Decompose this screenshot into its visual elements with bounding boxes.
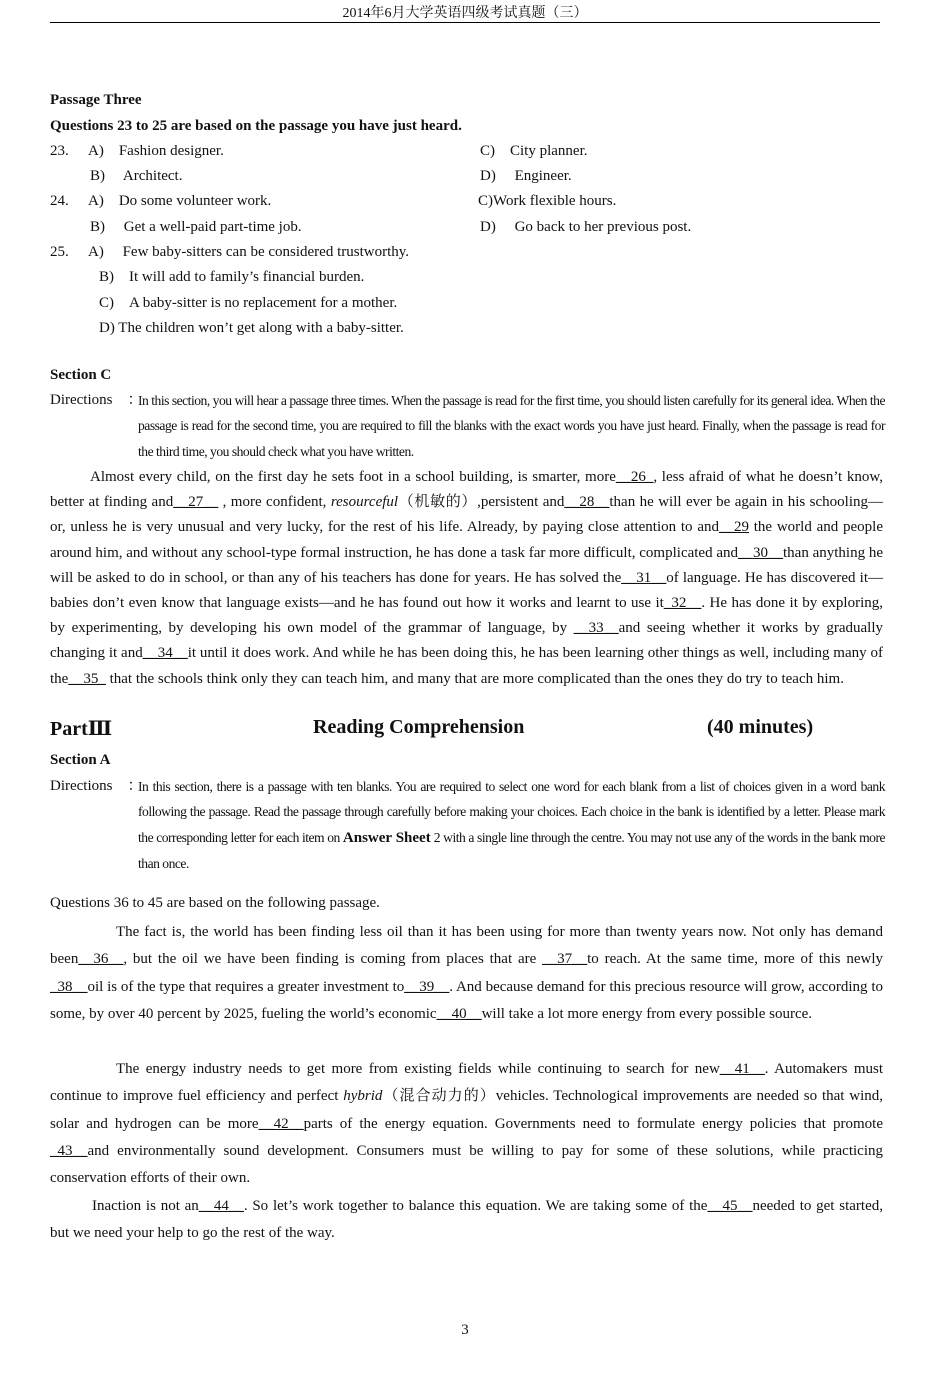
passage-text: . Automakers must continue to improve fuel efficiency and perfect xyxy=(50,1061,883,1105)
part-three-title: Reading Comprehension xyxy=(313,716,525,738)
passage-three-instruction: Questions 23 to 25 are based on the passage you have just heard. xyxy=(50,118,462,134)
q25-option-a: A) Few baby-sitters can be considered trustworthy. xyxy=(88,244,410,260)
page-header: 2014年6月大学英语四级考试真题（三） xyxy=(50,2,880,23)
passage-text: that the schools think only they can teach him, and many that are more complicated than the ones they do try to teach him. xyxy=(105,670,844,687)
section-c-passage xyxy=(50,465,883,692)
passage-text: Inaction is not an xyxy=(92,1198,199,1214)
passage-text: than anything he will be asked to do in school, or than any of his teachers has done for years. He has solved the xyxy=(50,544,883,586)
blank-31: __31__ xyxy=(621,569,667,586)
q25-number: 25. xyxy=(50,244,69,260)
directions-text: In this section, there is a passage with ten blanks. You are required to select one word for each blank from a list of choices given in a word bank following the passage. Read the passage through carefully before making your choices. Each choice in the bank is identified by a letter. Please mark the corresponding letter for each item on xyxy=(138,779,885,845)
blank-36: __36__ xyxy=(78,951,124,968)
passage-text: . He has done it by exploring, by experimenting, by developing his own model of the grammar of language, by xyxy=(50,595,883,637)
passage-text: will take a lot more energy from every possible source. xyxy=(481,1005,813,1022)
q23-number: 23. xyxy=(50,143,69,159)
section-a-paragraph-1 xyxy=(50,919,883,1028)
blank-28: __28__ xyxy=(564,494,610,511)
section-a-directions-label: Directions ： xyxy=(50,778,143,794)
part-three-time: (40 minutes) xyxy=(707,716,814,738)
section-a-paragraph-2 xyxy=(50,1056,883,1192)
q23-option-c: C) City planner. xyxy=(480,143,588,159)
blank-32: _32__ xyxy=(663,595,702,612)
q24-option-a: A) Do some volunteer work. xyxy=(88,193,272,209)
q25-option-b: B) It will add to family’s financial burden. xyxy=(99,269,365,285)
passage-italic-word: hybrid xyxy=(343,1088,383,1105)
blank-39: __39__ xyxy=(404,978,450,995)
passage-text: . And because demand for this precious resource will grow, according to some, by over 40 percent by 2025, fueling the world’s economic xyxy=(50,978,883,1022)
passage-text: , but the oil we have been finding is coming from places that are xyxy=(123,951,543,968)
answer-sheet-label: Answer Sheet xyxy=(342,829,431,846)
q23-option-a: A) Fashion designer. xyxy=(88,143,224,159)
section-a-directions-text xyxy=(138,774,885,876)
q25-option-c: C) A baby-sitter is no replacement for a mother. xyxy=(99,295,398,311)
blank-43: _43__ xyxy=(50,1142,88,1159)
passage-italic-word: resourceful xyxy=(330,494,399,511)
blank-34: __34__ xyxy=(142,645,188,662)
part-three-label: PartⅢ xyxy=(50,718,113,740)
passage-text: Almost every child, on the first day he sets foot in a school building, is smarter, more xyxy=(90,469,616,485)
q23-option-d: D) Engineer. xyxy=(480,168,572,184)
blank-35: __35_ xyxy=(68,670,106,687)
section-c-title: Section C xyxy=(50,367,112,383)
section-a-title: Section A xyxy=(50,752,111,768)
blank-42: __42__ xyxy=(258,1115,304,1132)
passage-text: than he will ever be again in his schooling—or, unless he is very unusual and very lucky, for the rest of his life. Already, by paying close attention to and xyxy=(50,494,883,536)
q24-option-b: B) Get a well-paid part-time job. xyxy=(90,219,302,235)
q25-option-d: D) The children won’t get along with a baby-sitter. xyxy=(99,320,404,336)
blank-33: __33__ xyxy=(573,620,619,637)
passage-text: parts of the energy equation. Governments need to formulate energy policies that promote xyxy=(303,1115,884,1132)
passage-text: needed to get started, but we need your help to go the rest of the way. xyxy=(50,1198,883,1242)
passage-text: it until it does work. And while he has been doing this, he has been learning other things as well, including many of the xyxy=(50,645,883,687)
blank-27: __27__ xyxy=(173,494,219,511)
passage-text: the world and people around him, and without any school-type formal instruction, he has done a task far more difficult, complicated and xyxy=(50,519,883,561)
passage-text: , less afraid of what he doesn’t know, better at finding and xyxy=(50,469,883,511)
blank-37: __37__ xyxy=(542,951,588,968)
passage-text: The fact is, the world has been finding less oil than it has been using for more than twenty years now. Not only has demand been xyxy=(50,924,883,968)
section-c-directions-text: In this section, you will hear a passage three times. When the passage is read for the first time, you should listen carefully for its general idea. When the passage is read for the second time, you are required to fill the blanks with the exact words you have just heard. Finally, when the passage is read for the third time, you should check what you have written. xyxy=(138,393,885,459)
blank-41: __41__ xyxy=(719,1061,765,1077)
blank-29: __29 xyxy=(718,519,749,536)
section-a-directions xyxy=(50,774,885,876)
q23-option-b: B) Architect. xyxy=(90,168,183,184)
passage-text: oil is of the type that requires a greater investment to xyxy=(87,978,405,995)
q24-option-d: D) Go back to her previous post. xyxy=(480,219,692,235)
q24-option-c: C)Work flexible hours. xyxy=(478,193,617,209)
blank-44: __44__ xyxy=(198,1198,244,1214)
page-number: 3 xyxy=(461,1322,469,1338)
section-a-paragraph-3 xyxy=(50,1193,883,1248)
passage-text: . So let’s work together to balance this equation. We are taking some of the xyxy=(243,1198,708,1214)
passage-text: and seeing whether it works by gradually changing it and xyxy=(50,620,883,662)
directions-text: 2 with a single line through the centre. You may not use any of the words in the bank more than once. xyxy=(138,829,886,871)
passage-text: （机敏的）,persistent and xyxy=(398,494,565,511)
passage-three-title: Passage Three xyxy=(50,92,142,108)
section-c-directions-label: Directions ： xyxy=(50,392,143,408)
passage-text: The energy industry needs to get more from existing fields while continuing to search for new xyxy=(116,1061,720,1077)
blank-26: __26_ xyxy=(615,469,654,485)
passage-text: to reach. At the same time, more of this newly xyxy=(587,951,883,968)
q24-number: 24. xyxy=(50,193,69,209)
section-a-intro: Questions 36 to 45 are based on the following passage. xyxy=(50,895,380,911)
passage-text: , more confident, xyxy=(218,494,331,511)
blank-30: __30__ xyxy=(738,544,783,561)
passage-text: of language. He has discovered it—babies don’t even know that language exists—and he has found out how it works and learnt to use it xyxy=(50,569,883,612)
blank-40: __40__ xyxy=(436,1005,482,1022)
blank-38: _38__ xyxy=(50,978,88,995)
blank-45: __45__ xyxy=(707,1198,753,1214)
section-c-directions xyxy=(50,388,885,464)
passage-text: and environmentally sound development. Consumers must be willing to pay for some of these solutions, while practicing conservation efforts of their own. xyxy=(50,1142,883,1187)
passage-text: （混合动力的）vehicles. Technological improvements are needed so that wind, solar and hydrogen can be more xyxy=(50,1088,883,1132)
